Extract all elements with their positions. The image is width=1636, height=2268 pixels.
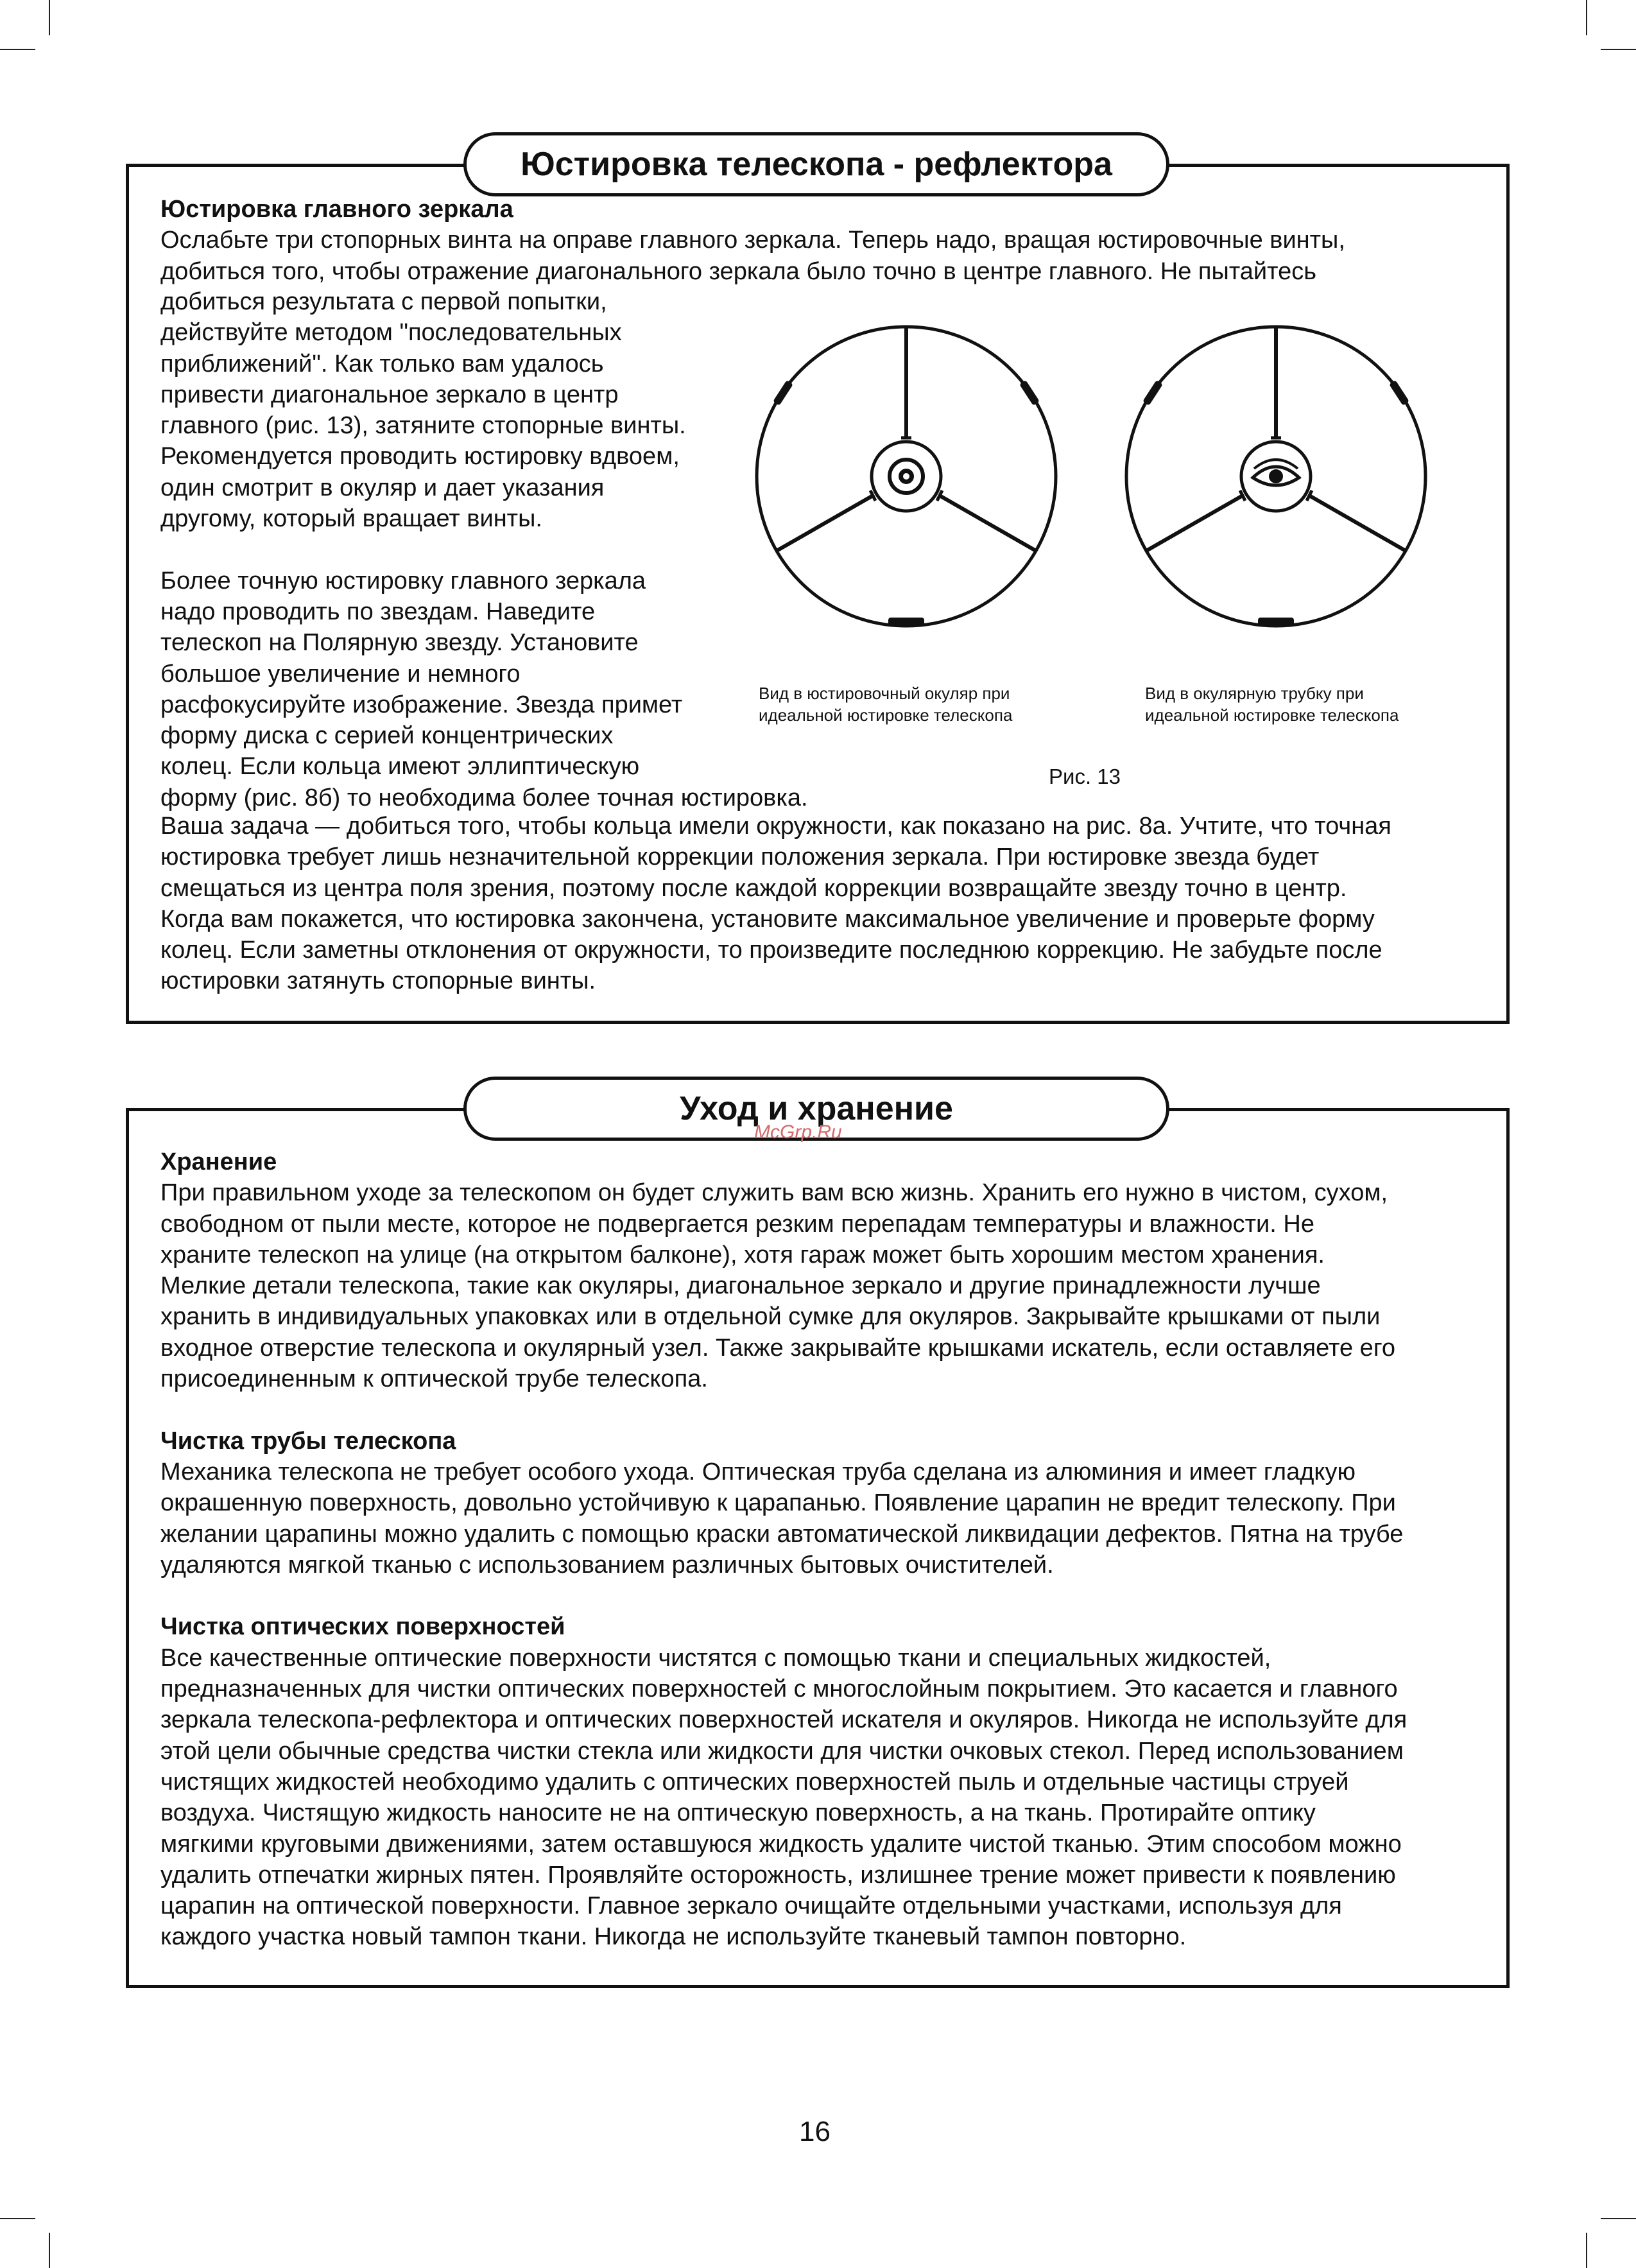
crop-mark (0, 2218, 35, 2219)
text-line: предназначенных для чистки оптических поверхностей с многослойным покрытием. Это касается и главного (160, 1675, 1398, 1703)
figure-label: Рис. 13 (1049, 765, 1121, 788)
text-line: чистящих жидкостей необходимо удалить с оптических поверхностей пыль и отдельные частицы струей (160, 1768, 1349, 1796)
text-line: окрашенную поверхность, довольно устойчивую к царапанью. Появление царапин не вредит телескопу. При (160, 1489, 1396, 1517)
text-line: желании царапины можно удалить с помощью краски автоматической ликвидации дефектов. Пятна на трубе (160, 1520, 1404, 1548)
crop-mark (49, 0, 50, 35)
caption-line: Вид в юстировочный окуляр при (759, 684, 1010, 703)
text-line: Все качественные оптические поверхности чистятся с помощью ткани и специальных жидкостей, (160, 1644, 1271, 1672)
text-line: колец. Если кольца имеют эллиптическую (160, 753, 640, 781)
section1-top-text (160, 194, 1495, 287)
text-line: добиться результата с первой попытки, (160, 288, 607, 315)
text-line: свободном от пыли месте, которое не подвергается резким перепадам температуры и влажности. Не (160, 1210, 1314, 1238)
section1-heading: Юстировка главного зеркала (160, 196, 513, 223)
text-line: воздуха. Чистящую жидкость наносите не на оптическую поверхность, а на ткань. Протирайте оптику (160, 1799, 1316, 1827)
text-line: удаляются мягкой тканью с использованием различных бытовых очистителей. (160, 1551, 1054, 1579)
text-line: При правильном уходе за телескопом он будет служить вам всю жизнь. Хранить его нужно в чистом, сухом, (160, 1179, 1388, 1207)
text-line: надо проводить по звездам. Наведите (160, 598, 596, 625)
text-line: действуйте методом "последовательных (160, 319, 622, 347)
collimation-eyepiece-view (757, 327, 1056, 627)
text-line: храните телескоп на улице (на открытом балконе), хотя гараж может быть хорошим местом хранения. (160, 1241, 1325, 1268)
text-line: телескоп на Полярную звезду. Установите (160, 629, 639, 657)
text-line: юстировки затянуть стопорные винты. (160, 967, 596, 995)
text-line: входное отверстие телескопа и окулярный узел. Также закрывайте крышками искатель, если оставляете его (160, 1334, 1395, 1362)
paragraph-heading: Хранение (160, 1148, 277, 1175)
text-line: Механика телескопа не требует особого ухода. Оптическая труба сделана из алюминия и имеет гладкую (160, 1458, 1356, 1485)
text-line: удалить отпечатки жирных пятен. Проявляйте осторожность, излишнее трение может привести к появлению (160, 1861, 1396, 1889)
text-line: царапин на оптической поверхности. Главное зеркало очищайте отдельными участками, используя для (160, 1892, 1342, 1920)
text-line: Ваша задача — добиться того, чтобы кольца имели окружности, как показано на рис. 8а. Учтите, что точная (160, 813, 1391, 840)
text-line: большое увеличение и немного (160, 660, 521, 688)
text-line: Ослабьте три стопорных винта на оправе главного зеркала. Теперь надо, вращая юстировочные винты, (160, 227, 1345, 254)
text-line: Мелкие детали телескопа, такие как окуляры, диагональное зеркало и другие принадлежности лучше (160, 1272, 1321, 1300)
text-line: Более точную юстировку главного зеркала (160, 567, 646, 594)
figure-caption-left (759, 682, 1092, 726)
caption-line: Вид в окулярную трубку при (1145, 684, 1364, 703)
text-line: расфокусируйте изображение. Звезда примет (160, 691, 683, 718)
target-icon (890, 460, 923, 493)
crop-mark (49, 2233, 50, 2268)
figure-13-diagram (738, 308, 1444, 668)
crop-mark (1586, 0, 1587, 35)
crop-mark (1601, 49, 1636, 50)
paragraph-gap (160, 1580, 1495, 1611)
text-line: хранить в индивидуальных упаковках или в отдельной сумке для окуляров. Закрывайте крышками от пыли (160, 1303, 1381, 1331)
text-line: приближений". Как только вам удалось (160, 350, 604, 377)
sight-tube-view (1126, 327, 1425, 627)
section1-bottom-text (160, 811, 1495, 997)
crop-mark (0, 49, 35, 50)
text-line: форму (рис. 8б) то необходима более точная юстировка. (160, 784, 808, 811)
watermark: McGrp.Ru (754, 1121, 842, 1143)
text-line: смещаться из центра поля зрения, поэтому после каждой коррекции возвращайте звезду точно в центр. (160, 874, 1347, 902)
figure-caption-right (1145, 682, 1479, 726)
caption-line: идеальной юстировке телескопа (1145, 706, 1399, 725)
text-line: мягкими круговыми движениями, затем оставшуюся жидкость удалите чистой тканью. Этим способом можно (160, 1830, 1402, 1858)
crop-mark (1601, 2218, 1636, 2219)
caption-line: идеальной юстировке телескопа (759, 706, 1013, 725)
text-line: главного (рис. 13), затяните стопорные винты. (160, 412, 686, 440)
paragraph-heading: Чистка оптических поверхностей (160, 1613, 565, 1641)
section-title-alignment: Юстировка телескопа - рефлектора (463, 132, 1169, 196)
text-line: юстировка требует лишь незначительной коррекции положения зеркала. При юстировке звезда будет (160, 844, 1320, 871)
text-line: зеркала телескопа-рефлектора и оптических поверхностей искателя и окуляров. Никогда не используйте для (160, 1706, 1408, 1734)
text-line: Рекомендуется проводить юстировку вдвоем, (160, 443, 680, 471)
text-line: колец. Если заметны отклонения от окружности, то произведите последнюю коррекцию. Не забудьте после (160, 937, 1382, 964)
text-line: добиться того, чтобы отражение диагонального зеркала было точно в центре главного. Не пытайтесь (160, 257, 1317, 285)
text-line: другому, который вращает винты. (160, 505, 542, 533)
text-line: один смотрит в окуляр и дает указания (160, 474, 605, 501)
text-line: каждого участка новый тампон ткани. Никогда не используйте тканевый тампон повторно. (160, 1923, 1187, 1951)
section2-text (160, 1147, 1495, 1953)
paragraph-heading: Чистка трубы телескопа (160, 1427, 456, 1455)
text-line: этой цели обычные средства чистки стекла или жидкости для чистки очковых стекол. Перед использованием (160, 1737, 1404, 1765)
crop-mark (1586, 2233, 1587, 2268)
text-line: присоединенным к оптической трубе телескопа. (160, 1365, 708, 1393)
paragraph-gap (160, 1394, 1495, 1425)
section-title-care: Уход и хранение (463, 1077, 1169, 1141)
text-line: форму диска с серией концентрических (160, 722, 614, 750)
page-number: 16 (799, 2116, 831, 2147)
text-line: Когда вам покажется, что юстировка закончена, установите максимальное увеличение и проверьте форму (160, 905, 1375, 933)
text-line: привести диагональное зеркало в центр (160, 381, 619, 408)
